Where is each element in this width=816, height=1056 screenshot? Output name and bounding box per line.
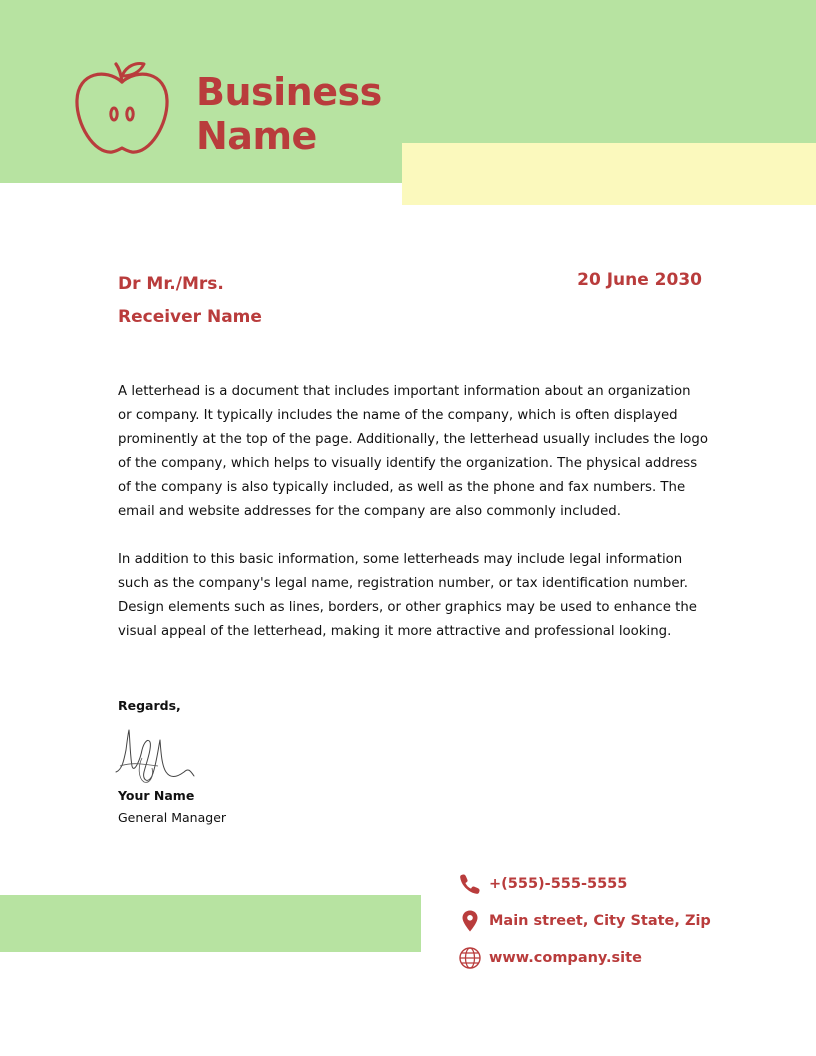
globe-icon — [458, 946, 482, 970]
body-paragraph-1: A letterhead is a document that includes important information about an organization or company. It typically includes the name of the company, which is often displayed prominently at the top of the page. Additionally, the letterhead usually includes the logo of the company, which helps to visually identify the organization. The physical address of the company is also typically included, as well as the phone and fax numbers. The email and website addresses for the company are also commonly included. — [118, 384, 708, 519]
recipient-salutation: Dr Mr./Mrs. — [118, 274, 224, 294]
map-pin-icon — [458, 909, 482, 933]
contact-website — [458, 946, 642, 970]
signer-name: Your Name — [118, 788, 195, 803]
address: Main street, City State, Zip — [489, 913, 711, 929]
phone-icon — [458, 872, 482, 896]
signature-image — [114, 720, 198, 790]
letter-date: 20 June 2030 — [577, 270, 702, 290]
website-link[interactable]: www.company.site — [489, 950, 642, 966]
header-accent-band — [402, 143, 816, 205]
contact-phone — [458, 872, 627, 896]
recipient-block — [118, 268, 262, 334]
closing-regards: Regards, — [118, 698, 181, 713]
business-name-line1: Business — [196, 70, 382, 114]
business-name — [196, 70, 382, 158]
signer-title: General Manager — [118, 810, 227, 825]
contact-address — [458, 909, 711, 933]
recipient-name: Receiver Name — [118, 307, 262, 327]
apple-icon — [72, 58, 172, 158]
letter-body — [118, 380, 708, 668]
body-paragraph-2: In addition to this basic information, some letterheads may include legal information such as the company's legal name, registration number, or tax identification number. Design elements such as lines, borders, or other graphics may be used to enhance the visual appeal of the letterhead, making it more attractive and professional looking. — [118, 552, 697, 639]
business-name-line2: Name — [196, 114, 317, 158]
footer-band — [0, 895, 421, 952]
phone-number: +(555)-555-5555 — [489, 876, 628, 892]
